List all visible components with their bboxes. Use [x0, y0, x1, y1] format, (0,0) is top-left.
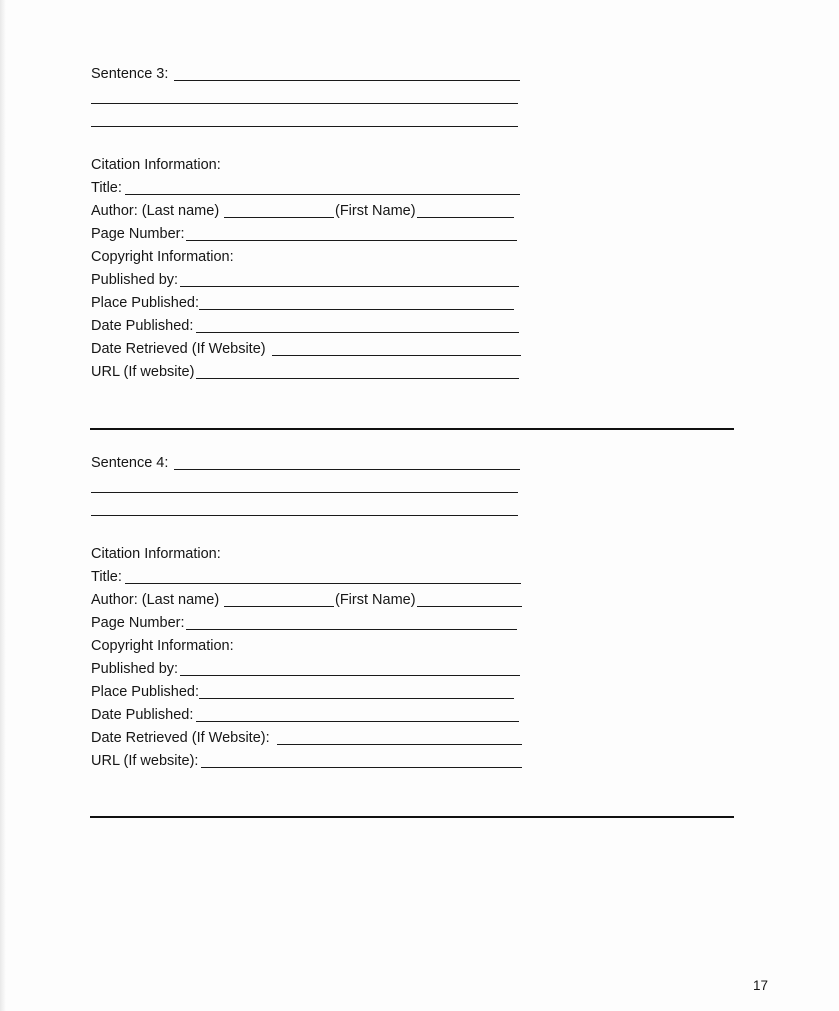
citation-3-page-number-field[interactable]	[186, 240, 517, 241]
citation-4-page-number-field[interactable]	[186, 629, 517, 630]
sentence-4-line-3[interactable]	[91, 515, 518, 516]
citation-3-copyright-heading: Copyright Information:	[91, 249, 234, 265]
citation-3-author-last-label: Author: (Last name)	[91, 203, 220, 219]
citation-4-heading: Citation Information:	[91, 546, 221, 562]
sentence-4-label: Sentence 4:	[91, 455, 169, 471]
scan-edge-shadow	[0, 0, 6, 1011]
citation-4-date-retrieved-label: Date Retrieved (If Website):	[91, 730, 270, 746]
citation-4-author-last-field[interactable]	[224, 606, 334, 607]
citation-3-author-first-field[interactable]	[417, 217, 514, 218]
citation-4-author-first-label: (First Name)	[335, 592, 416, 608]
sentence-3-line-2[interactable]	[91, 103, 518, 104]
sentence-3-line-3[interactable]	[91, 126, 518, 127]
citation-4-date-published-label: Date Published:	[91, 707, 194, 723]
citation-3-heading: Citation Information:	[91, 157, 221, 173]
citation-3-author-last-field[interactable]	[224, 217, 334, 218]
citation-3-place-published-label: Place Published:	[91, 295, 200, 311]
citation-4-url-field[interactable]	[201, 767, 522, 768]
citation-4-published-by-field[interactable]	[180, 675, 520, 676]
citation-4-place-published-label: Place Published:	[91, 684, 200, 700]
citation-4-author-first-field[interactable]	[417, 606, 522, 607]
citation-4-copyright-heading: Copyright Information:	[91, 638, 234, 654]
sentence-4-line-1[interactable]	[174, 469, 520, 470]
page-number: 17	[753, 978, 769, 993]
citation-3-author-first-label: (First Name)	[335, 203, 416, 219]
citation-4-published-by-label: Published by:	[91, 661, 179, 677]
citation-4-page-number-label: Page Number:	[91, 615, 185, 631]
citation-4-title-label: Title:	[91, 569, 122, 585]
citation-3-title-label: Title:	[91, 180, 122, 196]
citation-3-date-published-field[interactable]	[196, 332, 519, 333]
citation-4-date-published-field[interactable]	[196, 721, 519, 722]
sentence-3-line-1[interactable]	[174, 80, 520, 81]
citation-4-place-published-field[interactable]	[199, 698, 514, 699]
citation-3-date-published-label: Date Published:	[91, 318, 194, 334]
citation-3-url-label: URL (If website)	[91, 364, 195, 380]
citation-3-page-number-label: Page Number:	[91, 226, 185, 242]
citation-4-url-label: URL (If website):	[91, 753, 199, 769]
sentence-3-label: Sentence 3:	[91, 66, 169, 82]
citation-3-published-by-label: Published by:	[91, 272, 179, 288]
citation-4-title-field[interactable]	[125, 583, 521, 584]
citation-3-place-published-field[interactable]	[199, 309, 514, 310]
citation-3-date-retrieved-field[interactable]	[272, 355, 521, 356]
citation-3-title-field[interactable]	[125, 194, 520, 195]
citation-3-date-retrieved-label: Date Retrieved (If Website)	[91, 341, 266, 357]
section-divider-1	[90, 428, 734, 430]
citation-3-url-field[interactable]	[196, 378, 519, 379]
citation-4-author-last-label: Author: (Last name)	[91, 592, 220, 608]
section-divider-2	[90, 816, 734, 818]
citation-4-date-retrieved-field[interactable]	[277, 744, 522, 745]
citation-3-published-by-field[interactable]	[180, 286, 519, 287]
sentence-4-line-2[interactable]	[91, 492, 518, 493]
